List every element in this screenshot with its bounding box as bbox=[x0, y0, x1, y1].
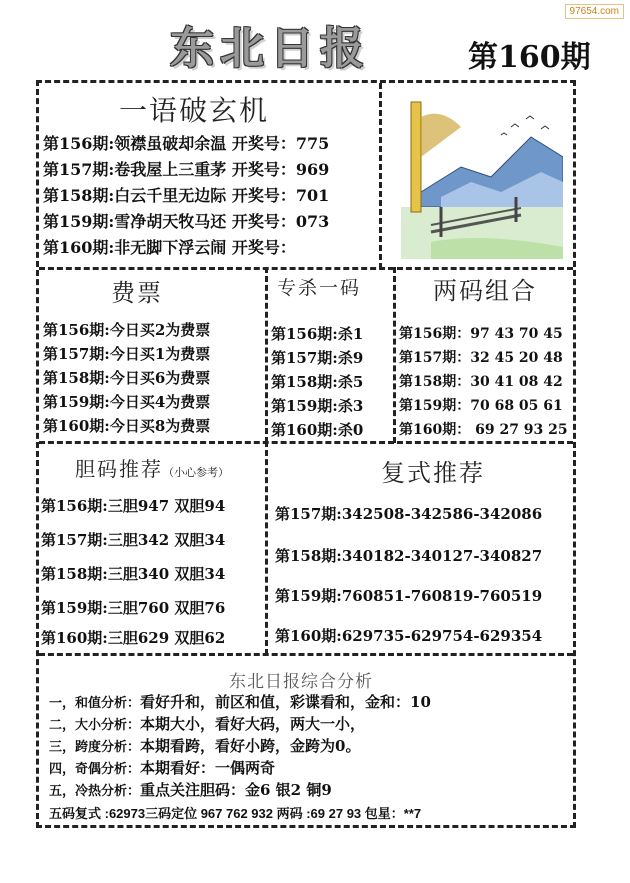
dan-row: 第159期:三胆760 双胆76 bbox=[41, 599, 226, 617]
multi-row: 第158期:340182-340127-340827 bbox=[275, 547, 543, 565]
landscape-illustration bbox=[401, 97, 563, 259]
dan-note: （小心参考） bbox=[163, 466, 229, 479]
combo-row: 第157期：32 45 20 48 bbox=[399, 350, 563, 366]
analysis-text: 本期看跨，看好小跨，金跨为0。 bbox=[140, 737, 361, 755]
dan-row: 第157期:三胆342 双胆34 bbox=[41, 531, 226, 549]
combo-row: 第156期：97 43 70 45 bbox=[399, 326, 563, 342]
masthead-title: 东北日报 bbox=[170, 23, 370, 74]
fee-row: 第156期:今日买2为费票 bbox=[43, 321, 211, 339]
issue-number: 第160期 bbox=[468, 40, 591, 75]
analysis-row bbox=[49, 735, 360, 756]
fee-row: 第159期:今日买4为费票 bbox=[43, 393, 211, 411]
lottery-sheet bbox=[36, 80, 576, 828]
riddle-row: 第158期:白云千里无边际 开奖号：701 bbox=[43, 186, 330, 205]
dan-row: 第158期:三胆340 双胆34 bbox=[41, 565, 226, 583]
multi-row: 第159期:760851-760819-760519 bbox=[275, 587, 543, 605]
analysis-row bbox=[49, 713, 365, 734]
analysis-text: 本期看好：一偶两奇 bbox=[140, 759, 276, 777]
riddle-row: 第160期:非无脚下浮云闹 开奖号： bbox=[43, 238, 296, 257]
kill-row: 第157期:杀9 bbox=[271, 349, 364, 367]
dan-title-text: 胆码推荐 bbox=[75, 457, 163, 481]
site-watermark: 97654.com bbox=[565, 4, 624, 19]
fee-row: 第158期:今日买6为费票 bbox=[43, 369, 211, 387]
fee-row: 第160期:今日买8为费票 bbox=[43, 417, 211, 435]
analysis-text: 看好升和，前区和值，彩谍看和，金和：10 bbox=[140, 693, 431, 711]
riddle-row: 第157期:卷我屋上三重茅 开奖号：969 bbox=[43, 160, 330, 179]
analysis-key: 二，大小分析： bbox=[49, 718, 141, 733]
analysis-row bbox=[49, 779, 332, 800]
analysis-title: 东北日报综合分析 bbox=[229, 672, 373, 692]
dan-title bbox=[75, 453, 229, 482]
kill-row: 第158期:杀5 bbox=[271, 373, 364, 391]
riddle-row: 第156期:领襟虽破却余温 开奖号：775 bbox=[43, 134, 330, 153]
dan-row: 第160期:三胆629 双胆62 bbox=[41, 629, 226, 647]
kill-row: 第159期:杀3 bbox=[271, 397, 364, 415]
combo-row: 第160期： 69 27 93 25 bbox=[399, 422, 568, 438]
combo-row: 第159期：70 68 05 61 bbox=[399, 398, 563, 414]
dan-row: 第156期:三胆947 双胆94 bbox=[41, 497, 226, 515]
multi-row: 第160期:629735-629754-629354 bbox=[275, 627, 543, 645]
fee-title: 费票 bbox=[111, 279, 163, 307]
riddle-title: 一语破玄机 bbox=[119, 94, 270, 127]
analysis-text: 本期大小，看好大码，两大一小， bbox=[140, 715, 366, 733]
analysis-text: 重点关注胆码：金6 银2 铜9 bbox=[140, 781, 332, 799]
analysis-row bbox=[49, 757, 275, 778]
combo-row: 第158期：30 41 08 42 bbox=[399, 374, 563, 390]
multi-title: 复式推荐 bbox=[381, 459, 485, 487]
analysis-row bbox=[49, 691, 431, 712]
kill-row: 第156期:杀1 bbox=[271, 325, 364, 343]
analysis-key: 三，跨度分析： bbox=[49, 740, 141, 755]
kill-row: 第160期:杀0 bbox=[271, 421, 364, 439]
analysis-key: 五，冷热分析： bbox=[49, 784, 141, 799]
analysis-key: 一，和值分析： bbox=[49, 696, 141, 711]
kill-title: 专杀一码 bbox=[277, 277, 362, 299]
fee-row: 第157期:今日买1为费票 bbox=[43, 345, 211, 363]
analysis-footer: 五码复式 :62973三码定位 967 762 932 两码 :69 27 93 包星：**7 bbox=[49, 806, 422, 821]
analysis-key: 四，奇偶分析： bbox=[49, 762, 141, 777]
multi-row: 第157期:342508-342586-342086 bbox=[275, 505, 543, 523]
riddle-row: 第159期:雪净胡天牧马还 开奖号：073 bbox=[43, 212, 330, 231]
combo-title: 两码组合 bbox=[433, 277, 537, 305]
